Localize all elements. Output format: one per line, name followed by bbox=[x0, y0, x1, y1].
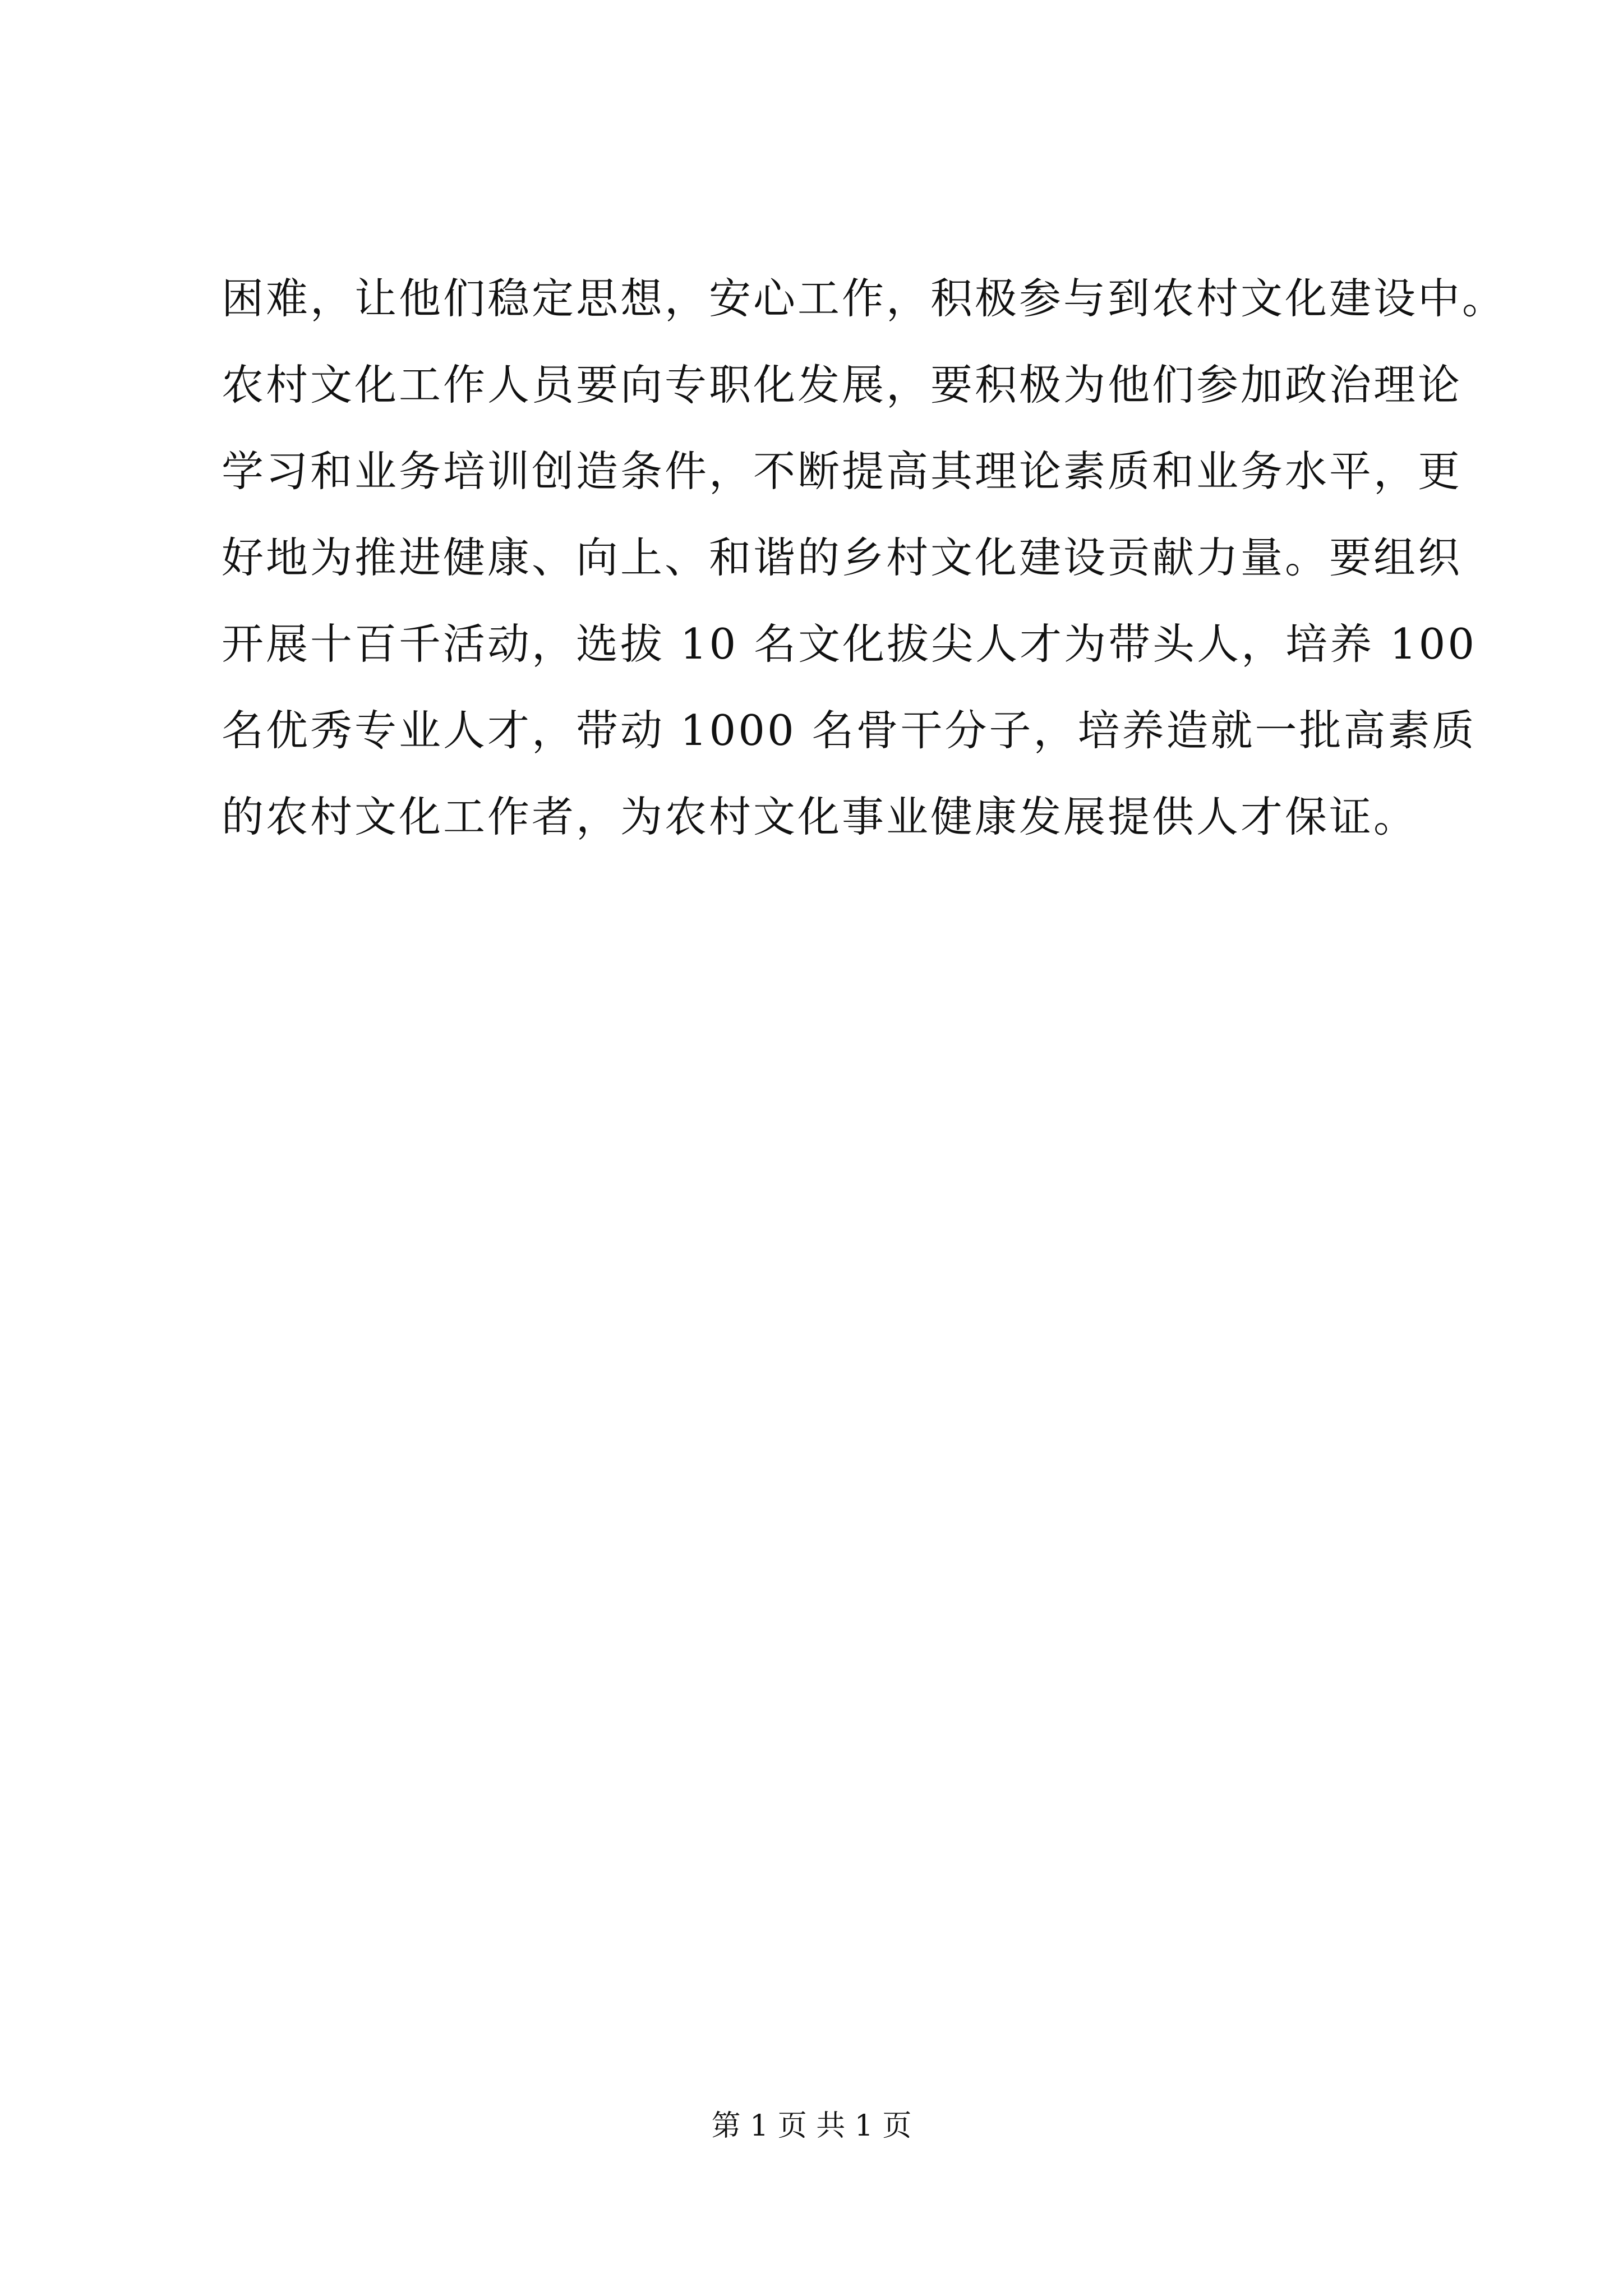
paragraph-line: 好地为推进健康、向上、和谐的乡村文化建设贡献力量。要组织 bbox=[222, 533, 1463, 582]
paragraph-line: 的农村文化工作者，为农村文化事业健康发展提供人才保证。 bbox=[222, 792, 1418, 841]
paragraph-line: 学习和业务培训创造条件，不断提高其理论素质和业务水平，更 bbox=[222, 447, 1463, 496]
paragraph-line: 名优秀专业人才，带动 1000 名骨干分子，培养造就一批高素质 bbox=[222, 706, 1477, 755]
body-paragraph bbox=[222, 255, 1507, 860]
paragraph-line: 困难，让他们稳定思想，安心工作，积极参与到农村文化建设中。 bbox=[222, 274, 1507, 323]
page-number-footer: 第 1 页 共 1 页 bbox=[711, 2109, 912, 2143]
paragraph-line: 农村文化工作人员要向专职化发展，要积极为他们参加政治理论 bbox=[222, 360, 1463, 409]
paragraph-line: 开展十百千活动，选拔 10 名文化拔尖人才为带头人，培养 100 bbox=[222, 619, 1477, 669]
